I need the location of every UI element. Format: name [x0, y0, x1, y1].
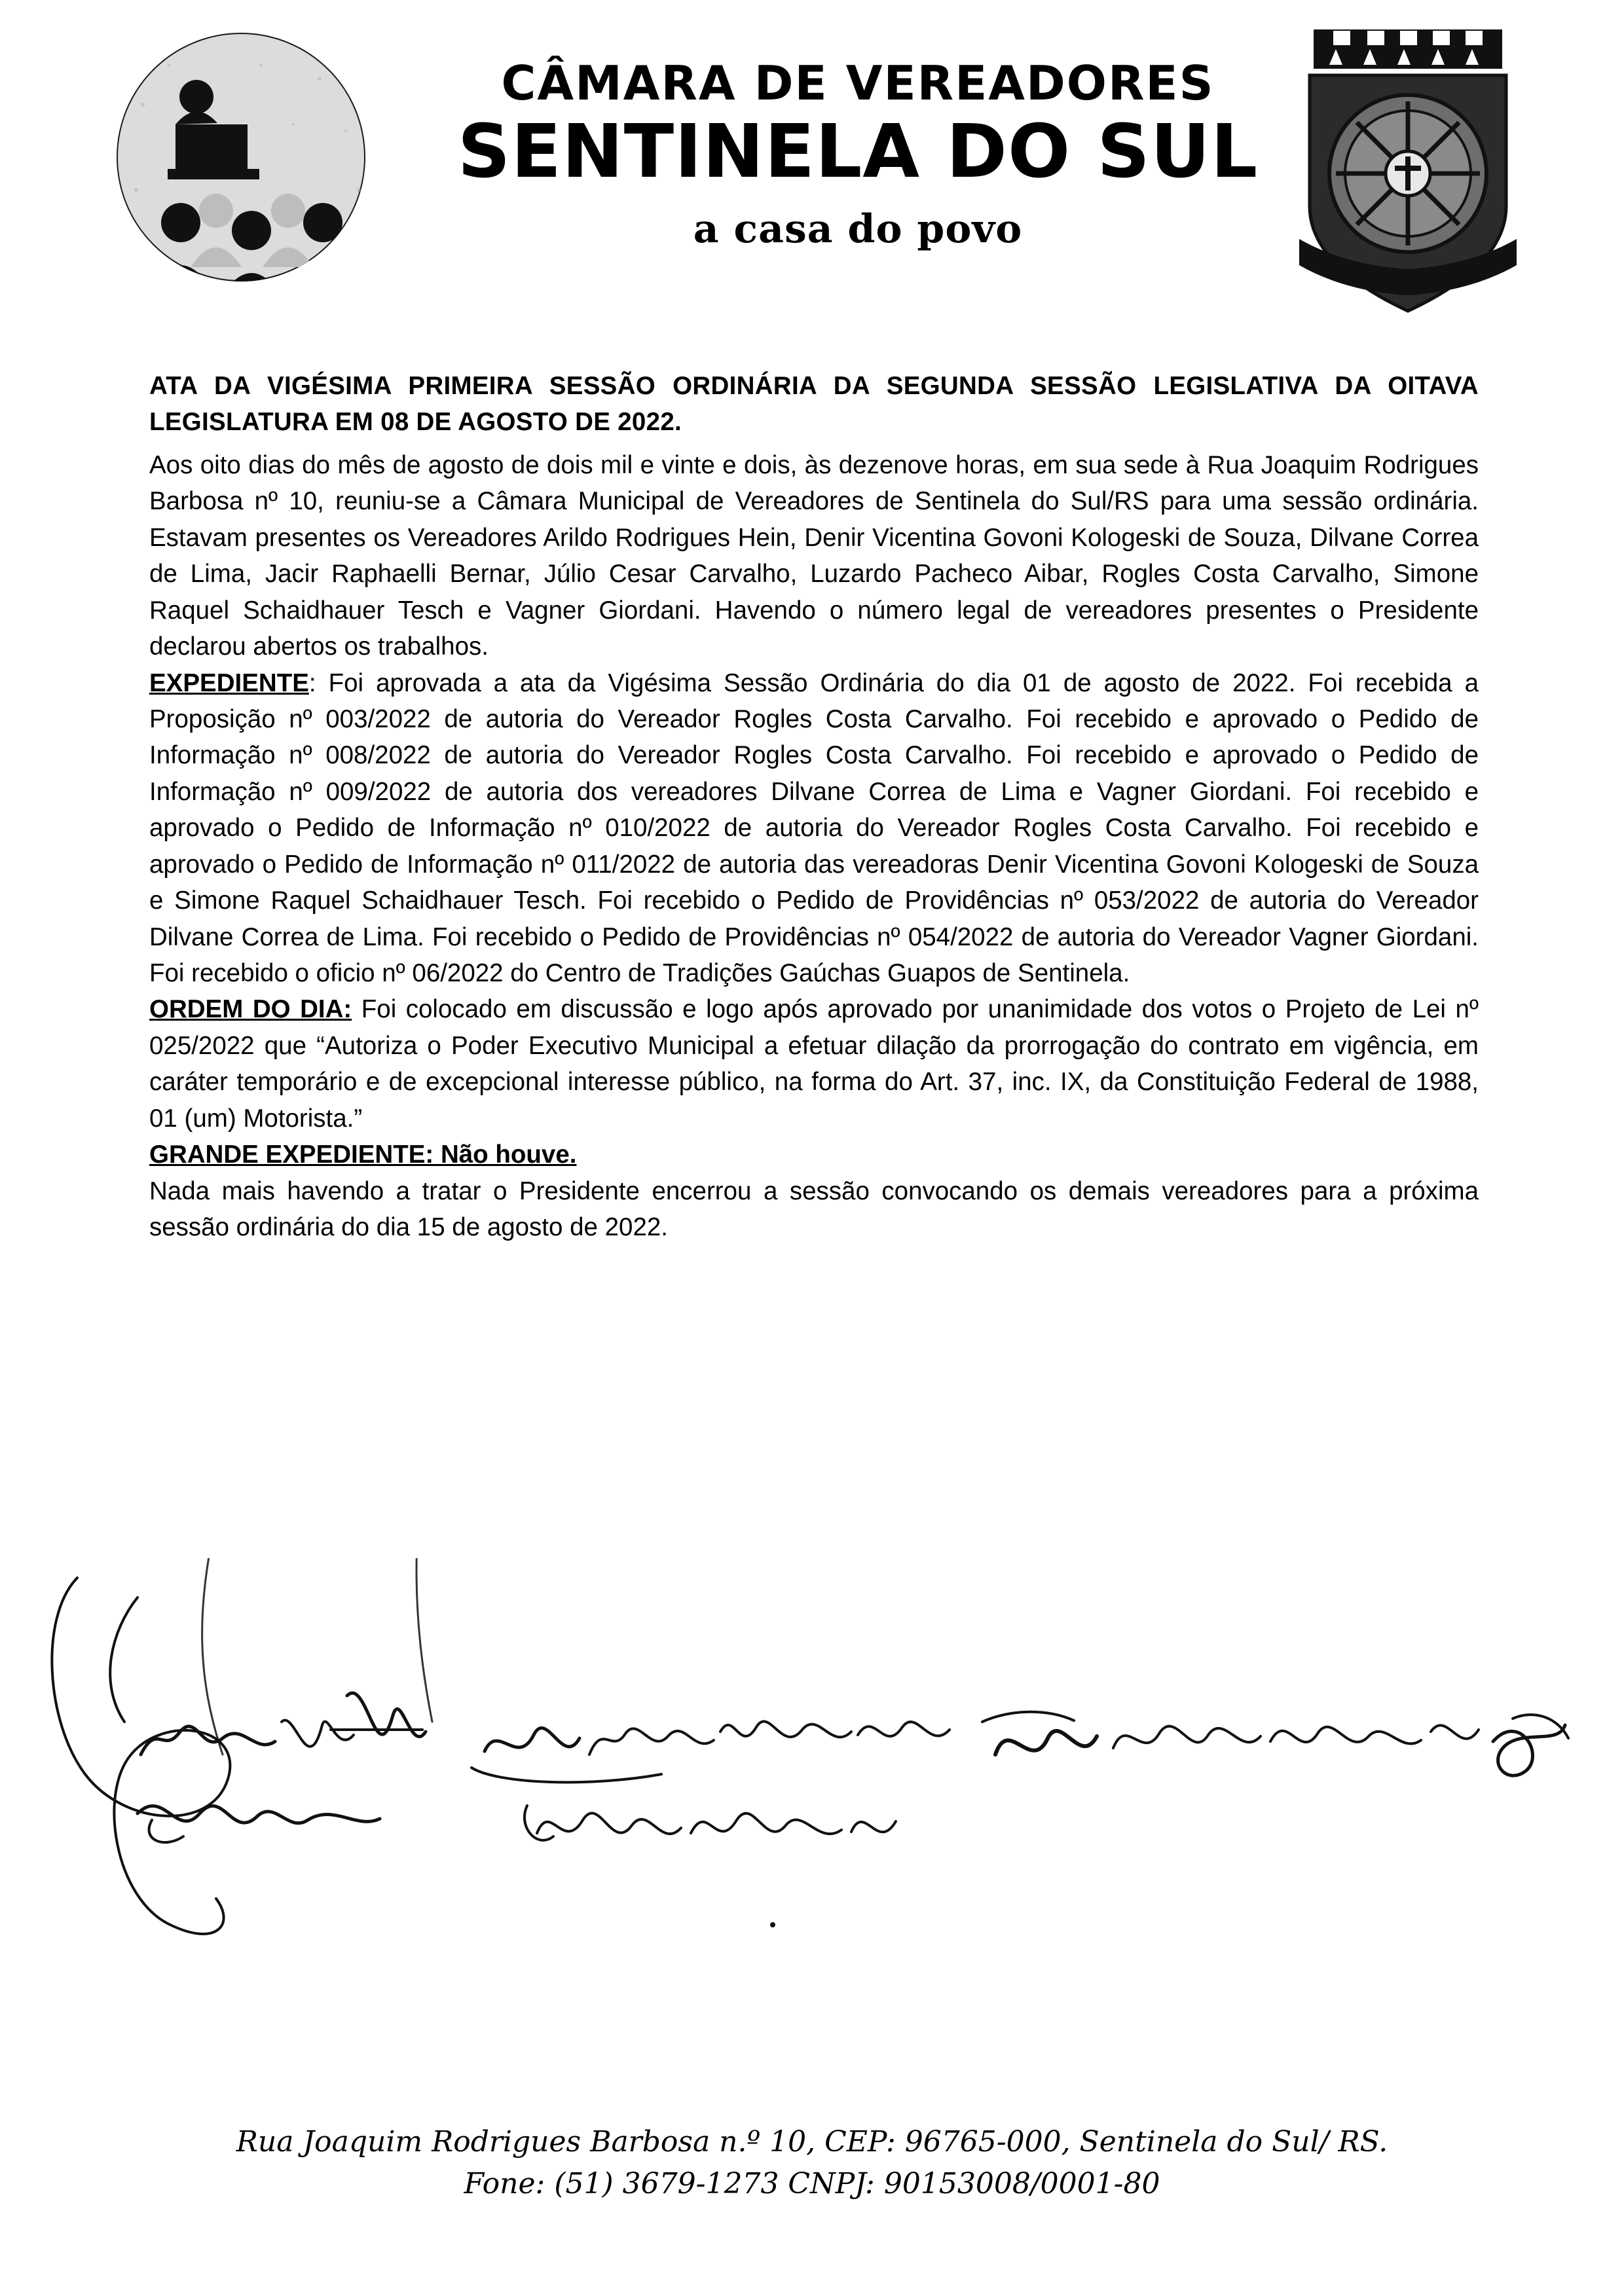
paragraph-opening: Aos oito dias do mês de agosto de dois mil e vinte e dois, às dezenove horas, em sua sede à Rua Joaquim Rodrigues Barbosa nº 10, reuniu-se a Câmara Municipal de Vereadores de Sentinela do Sul/RS para uma sessão ordinária. Estavam presentes os Vereadores Arildo Rodrigues Hein, Denir Vicentina Govoni Kologeski de Souza, Dilvane Correa de Lima, Jacir Raphaelli Bernar, Júlio Cesar Carvalho, Luzardo Pacheco Aibar, Rogles Costa Carvalho, Simone Raquel Schaidhauer Tesch e Vagner Giordani. Havendo o número legal de vereadores presentes o Presidente declarou abertos os trabalhos. [149, 450, 1479, 661]
document-title: ATA DA VIGÉSIMA PRIMEIRA SESSÃO ORDINÁRIA DA SEGUNDA SESSÃO LEGISLATIVA DA OITAVA LEGISLATURA EM 08 DE AGOSTO DE 2022. [149, 372, 1479, 437]
signature-block [0, 1558, 1624, 2003]
paragraph-ordem-do-dia [149, 991, 1479, 1137]
header-line-city: SENTINELA DO SUL [457, 109, 1259, 194]
footer-address: Rua Joaquim Rodrigues Barbosa n.º 10, CEP: 96765-000, Sentinela do Sul/ RS. [236, 2125, 1388, 2159]
ordem-do-dia-text: Foi colocado em discussão e logo após aprovado por unanimidade dos votos o Projeto de Lei nº 025/2022 que “Autoriza o Poder Executivo Municipal a efetuar dilação da prorrogação do contrato em vigência, em caráter temporário e de excepcional interesse público, na forma do Art. 37, inc. IX, da Constituição Federal de 1988, 01 (um) Motorista.” [149, 995, 1479, 1133]
grande-expediente-label: GRANDE EXPEDIENTE: Não houve. [149, 1140, 577, 1169]
document-footer [0, 2121, 1624, 2205]
paragraph-closing: Nada mais havendo a tratar o Presidente encerrou a sessão convocando os demais vereadores para a próxima sessão ordinária do dia 15 de agosto de 2022. [149, 1176, 1479, 1242]
paragraph-grande-expediente [149, 1137, 1479, 1173]
document-body [149, 368, 1479, 1246]
header-line-slogan: a casa do povo [693, 206, 1023, 253]
expediente-text: : Foi aprovada a ata da Vigésima Sessão Ordinária do dia 01 de agosto de 2022. Foi recebida a Proposição nº 003/2022 de autoria do Vereador Rogles Costa Carvalho. Foi recebido e aprovado o Pedido de Informação nº 008/2022 de autoria do Vereador Rogles Costa Carvalho. Foi recebido e aprovado o Pedido de Informação nº 009/2022 de autoria dos vereadores Dilvane Correa de Lima e Vagner Giordani. Foi recebido e aprovado o Pedido de Informação nº 010/2022 de autoria do Vereador Rogles Costa Carvalho. Foi recebido e aprovado o Pedido de Informação nº 011/2022 de autoria das vereadoras Denir Vicentina Govoni Kologeski de Souza e Simone Raquel Schaidhauer Tesch. Foi recebido o Pedido de Providências nº 053/2022 de autoria do Vereador Dilvane Correa de Lima. Foi recebido o Pedido de Providências nº 054/2022 de autoria do Vereador Vagner Giordani. Foi recebido o oficio nº 06/2022 do Centro de Tradições Gaúchas Guapos de Sentinela. [149, 668, 1479, 987]
header-title-block [393, 56, 1323, 253]
paragraph-expediente [149, 665, 1479, 992]
expediente-label: EXPEDIENTE [149, 668, 309, 697]
footer-contact: Fone: (51) 3679-1273 CNPJ: 90153008/0001-80 [464, 2166, 1160, 2200]
people-assembly-logo-icon [97, 26, 385, 314]
ordem-do-dia-label: ORDEM DO DIA: [149, 995, 352, 1024]
header-line-camara: CÂMARA DE VEREADORES [501, 56, 1215, 111]
coat-of-arms-icon [1290, 23, 1526, 318]
document-header [0, 0, 1624, 340]
